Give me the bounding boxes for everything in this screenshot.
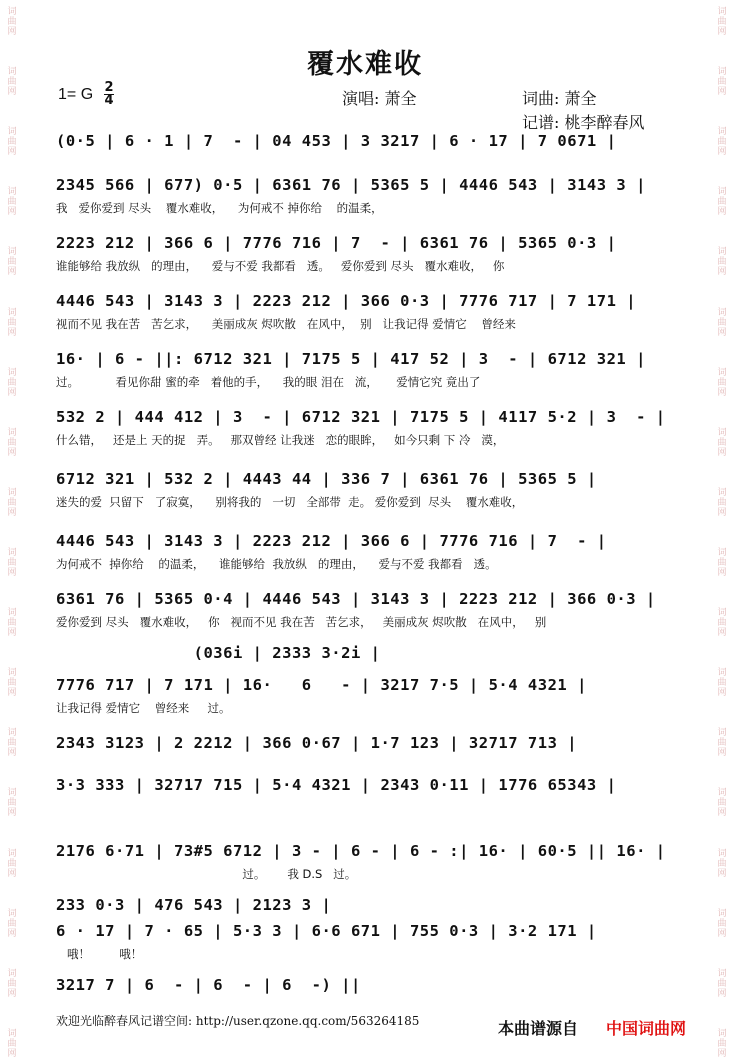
lyrics: 迷失的爱 只留下 了寂寞， 别将我的 一切 全部带 走。 爱你爱到 尽头 覆水难收， — [56, 495, 524, 509]
score-line-7 — [56, 470, 676, 510]
watermark: 词曲网 — [715, 907, 726, 938]
score-line-2 — [56, 176, 676, 216]
notes: 2176 6·71 | 73#5 6712 | 3 - | 6 - | 6 - :| 16· | 60·5 || 16· | — [56, 842, 666, 860]
time-signature-bottom: 4 — [104, 93, 114, 108]
watermark: 词曲网 — [5, 246, 16, 277]
watermark: 词曲网 — [715, 967, 726, 998]
watermark: 词曲网 — [5, 486, 16, 517]
performer-credit: 演唱: 萧全 — [342, 89, 417, 108]
key-signature: 1= G — [58, 86, 94, 103]
time-signature-top: 2 — [104, 80, 114, 95]
footer-welcome: 欢迎光临醉春风记谱空间: http://user.qzone.qq.com/563264185 — [56, 1014, 420, 1028]
watermark: 词曲网 — [5, 6, 16, 36]
score-line-9 — [56, 590, 676, 630]
notes: 16· | 6 - ||: 6712 321 | 7175 5 | 417 52 | 3 - | 6712 321 | — [56, 350, 646, 368]
watermark: 词曲网 — [715, 607, 726, 638]
notes: 233 0·3 | 476 543 | 2123 3 | — [56, 896, 332, 914]
notes: 4446 543 | 3143 3 | 2223 212 | 366 6 | 7776 716 | 7 - | — [56, 532, 607, 550]
watermark: 词曲网 — [5, 607, 16, 638]
watermark: 词曲网 — [715, 667, 726, 698]
watermark: 词曲网 — [5, 847, 16, 878]
watermark: 词曲网 — [5, 66, 16, 97]
watermark-strip-right — [712, 0, 728, 1064]
notes: 7776 717 | 7 171 | 16· 6 - | 3217 7·5 | 5·4 4321 | — [56, 676, 587, 694]
transcriber-credit: 记谱: 桃李醉春风 — [522, 113, 645, 132]
notes: 3·3 333 | 32717 715 | 5·4 4321 | 2343 0·11 | 1776 65343 | — [56, 776, 617, 794]
notes: 2345 566 | 677) 0·5 | 6361 76 | 5365 5 | 4446 543 | 3143 3 | — [56, 176, 646, 194]
score-line-13 — [56, 776, 676, 800]
watermark: 词曲网 — [715, 6, 726, 36]
score-line-12 — [56, 734, 676, 758]
watermark: 词曲网 — [715, 546, 726, 577]
watermark: 词曲网 — [715, 727, 726, 758]
lyrics: 过。 看见你甜 蜜的牵 着他的手， 我的眼 泪在 流， 爱情它究 竟出了 — [56, 375, 481, 389]
watermark: 词曲网 — [5, 1027, 16, 1058]
watermark: 词曲网 — [715, 787, 726, 818]
score-line-6 — [56, 408, 676, 448]
notes: (036i | 2333 3·2i | — [56, 644, 381, 662]
score-line-4 — [56, 292, 676, 332]
score-line-11 — [56, 676, 676, 716]
score-line-1 — [56, 132, 676, 156]
watermark: 词曲网 — [5, 667, 16, 698]
lyrics: 让我记得 爱情它 曾经来 过。 — [56, 701, 231, 715]
watermark: 词曲网 — [5, 426, 16, 457]
score-line-3 — [56, 234, 676, 274]
lyrics: 爱你爱到 尽头 覆水难收， 你 视而不见 我在苦 苦乞求， 美丽成灰 烬吹散 在风中， 别 — [56, 615, 547, 629]
score-line-5 — [56, 350, 676, 390]
watermark: 词曲网 — [715, 847, 726, 878]
watermark: 词曲网 — [5, 907, 16, 938]
score-line-14 — [56, 842, 676, 882]
watermark: 词曲网 — [715, 306, 726, 337]
time-signature — [104, 82, 114, 107]
song-title: 覆水难收 — [307, 49, 423, 80]
composer-credit: 词曲: 萧全 — [522, 89, 597, 108]
watermark: 词曲网 — [5, 186, 16, 217]
lyrics: 我 爱你爱到 尽头 覆水难收， 为何戒不 掉你给 的温柔， — [56, 201, 383, 215]
watermark: 词曲网 — [5, 126, 16, 157]
source-label: 本曲谱源自 — [498, 1019, 579, 1038]
lyrics: 谁能够给 我放纵 的理由， 爱与不爱 我都看 透。 爱你爱到 尽头 覆水难收， 你 — [56, 259, 505, 273]
score-line-17 — [56, 976, 676, 1000]
notes: (0·5 | 6 · 1 | 7 - | 04 453 | 3 3217 | 6 · 17 | 7 0671 | — [56, 132, 617, 150]
score-line-15 — [56, 896, 676, 920]
watermark: 词曲网 — [715, 366, 726, 397]
watermark: 词曲网 — [715, 126, 726, 157]
watermark: 词曲网 — [5, 306, 16, 337]
lyrics: 视而不见 我在苦 苦乞求， 美丽成灰 烬吹散 在风中， 别 让我记得 爱情它 曾经来 — [56, 317, 516, 331]
brand-logo-text: 中国词曲网 — [606, 1019, 687, 1038]
notes: 2343 3123 | 2 2212 | 366 0·67 | 1·7 123 | 32717 713 | — [56, 734, 578, 752]
lyrics: 过。 我 D.S 过。 — [56, 867, 357, 881]
watermark: 词曲网 — [5, 546, 16, 577]
watermark: 词曲网 — [715, 1027, 726, 1058]
notes: 532 2 | 444 412 | 3 - | 6712 321 | 7175 5 | 4117 5·2 | 3 - | — [56, 408, 666, 426]
lyrics: 什么错， 还是上 天的捉 弄。 那双曾经 让我迷 恋的眼眸， 如今只剩 下 冷 漠， — [56, 433, 505, 447]
score-line-8 — [56, 532, 676, 572]
watermark: 词曲网 — [5, 727, 16, 758]
notes: 6 · 17 | 7 · 65 | 5·3 3 | 6·6 671 | 755 0·3 | 3·2 171 | — [56, 922, 597, 940]
notes: 2223 212 | 366 6 | 7776 716 | 7 - | 6361 76 | 5365 0·3 | — [56, 234, 617, 252]
notes: 3217 7 | 6 - | 6 - | 6 -) || — [56, 976, 361, 994]
notes: 6712 321 | 532 2 | 4443 44 | 336 7 | 6361 76 | 5365 5 | — [56, 470, 597, 488]
score-line-16 — [56, 922, 676, 962]
watermark: 词曲网 — [5, 967, 16, 998]
notes: 6361 76 | 5365 0·4 | 4446 543 | 3143 3 | 2223 212 | 366 0·3 | — [56, 590, 656, 608]
watermark-strip-left — [2, 0, 18, 1064]
notes: 4446 543 | 3143 3 | 2223 212 | 366 0·3 | 7776 717 | 7 171 | — [56, 292, 637, 310]
watermark: 词曲网 — [5, 366, 16, 397]
lyrics: 哦！ 哦！ — [56, 947, 143, 961]
lyrics: 为何戒不 掉你给 的温柔， 谁能够给 我放纵 的理由， 爱与不爱 我都看 透。 — [56, 557, 497, 571]
watermark: 词曲网 — [715, 66, 726, 97]
watermark: 词曲网 — [715, 246, 726, 277]
watermark: 词曲网 — [715, 486, 726, 517]
watermark: 词曲网 — [715, 186, 726, 217]
watermark: 词曲网 — [5, 787, 16, 818]
watermark: 词曲网 — [715, 426, 726, 457]
score-line-10 — [56, 644, 676, 668]
